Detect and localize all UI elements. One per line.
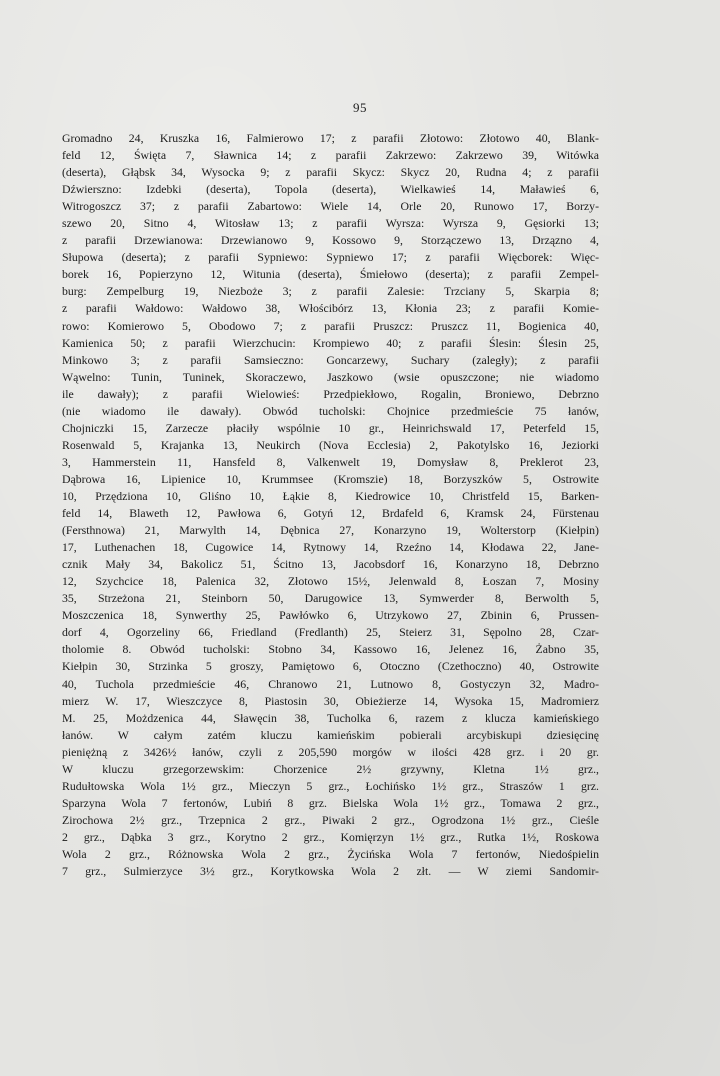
text-line: Rudułtowska Wola 1½ grz., Mieczyn 5 grz., Łochińsko 1½ grz., Straszów 1 grz. bbox=[62, 778, 599, 793]
text-line: Słupowa (deserta); z parafii Sypniewo: Sypniewo 17; z parafii Więcborek: Więc- bbox=[62, 250, 599, 265]
text-line: mierz W. 17, Wieszczyce 8, Piastosin 30, Obieżierze 14, Wysoka 15, Madromierz bbox=[62, 693, 599, 708]
text-line: (Fersthnowa) 21, Marwylth 14, Dębnica 27, Konarzyno 19, Wolterstorp (Kiełpin) bbox=[62, 523, 599, 538]
text-line: dorf 4, Ogorzeliny 66, Friedland (Fredlanth) 25, Steierz 31, Sępolno 28, Czar- bbox=[62, 625, 599, 640]
text-line: Dźwierszno: Izdebki (deserta), Topola (deserta), Wielkawieś 14, Maławieś 6, bbox=[62, 182, 599, 197]
text-line: W kluczu grzegorzewskim: Chorzenice 2½ grzywny, Kletna 1½ grz., bbox=[62, 761, 599, 776]
page-number: 95 bbox=[353, 100, 367, 115]
text-line: Minkowo 3; z parafii Samsieczno: Goncarzewy, Suchary (zaległy); z parafii bbox=[62, 352, 599, 367]
text-line: 12, Szychcice 18, Palenica 32, Złotowo 15½, Jelenwald 8, Łoszan 7, Mosiny bbox=[62, 574, 599, 589]
text-line: burg: Zempelburg 19, Niezboże 3; z parafii Zalesie: Trzciany 5, Skarpia 8; bbox=[62, 284, 599, 299]
text-line: feld 12, Święta 7, Sławnica 14; z parafii Zakrzewo: Zakrzewo 39, Witówka bbox=[62, 148, 599, 163]
text-line: borek 16, Popierzyno 12, Witunia (deserta), Śmiełowo (deserta); z parafii Zempel- bbox=[62, 267, 599, 282]
text-line: feld 14, Blaweth 12, Pawłowa 6, Gotyń 12, Brdafeld 6, Kramsk 24, Fürstenau bbox=[62, 506, 599, 521]
text-line: 3, Hammerstein 11, Hansfeld 8, Valkenwelt 19, Domysław 8, Preklerot 23, bbox=[62, 454, 599, 469]
text-line: Kiełpin 30, Strzinka 5 groszy, Pamiętowo 6, Otoczno (Czethoczno) 40, Ostrowite bbox=[62, 659, 599, 674]
body-text bbox=[62, 130, 599, 880]
text-line: ile dawały); z parafii Wielowieś: Przedpiekłowo, Rogalin, Broniewo, Debrzno bbox=[62, 386, 599, 401]
text-line: Rosenwald 5, Krajanka 13, Neukirch (Nova Ecclesia) 2, Pakotylsko 16, Jeziorki bbox=[62, 437, 599, 452]
text-line: łanów. W całym zatém kluczu kamieńskim pobierali arcybiskupi dziesięcinę bbox=[62, 727, 599, 742]
text-line: Sparzyna Wola 7 fertonów, Lubiń 8 grz. Bielska Wola 1½ grz., Tomawa 2 grz., bbox=[62, 795, 599, 810]
text-line: rowo: Komierowo 5, Obodowo 7; z parafii Pruszcz: Pruszcz 11, Bogienica 40, bbox=[62, 318, 599, 333]
text-line: (deserta), Głąbsk 34, Wysocka 9; z parafii Skycz: Skycz 20, Rudna 4; z parafii bbox=[62, 165, 599, 180]
text-line: 2 grz., Dąbka 3 grz., Korytno 2 grz., Komięrzyn 1½ grz., Rutka 1½, Roskowa bbox=[62, 829, 599, 844]
text-line: z parafii Drzewianowa: Drzewianowo 9, Kossowo 9, Storzączewo 13, Drzązno 4, bbox=[62, 233, 599, 248]
text-line: Zirochowa 2½ grz., Trzepnica 2 grz., Piwaki 2 grz., Ogrodzona 1½ grz., Cieśle bbox=[62, 812, 599, 827]
text-line: szewo 20, Sitno 4, Witosław 13; z parafii Wyrsza: Wyrsza 9, Gęsiorki 13; bbox=[62, 216, 599, 231]
text-line: 7 grz., Sulmierzyce 3½ grz., Korytkowska Wola 2 złt. — W ziemi Sandomir- bbox=[62, 864, 599, 879]
text-line: Wola 2 grz., Różnowska Wola 2 grz., Życińska Wola 7 fertonów, Niedośpielin bbox=[62, 846, 599, 861]
text-line: Kamienica 50; z parafii Wierzchucin: Krompiewo 40; z parafii Ślesin: Ślesin 25, bbox=[62, 335, 599, 350]
text-line: M. 25, Możdzenica 44, Sławęcin 38, Tucholka 6, razem z klucza kamieńskiego bbox=[62, 710, 599, 725]
text-line: tholomie 8. Obwód tucholski: Stobno 34, Kassowo 16, Jelenez 16, Żabno 35, bbox=[62, 642, 599, 657]
text-line: Witrogoszcz 37; z parafii Zabartowo: Wiele 14, Orle 20, Runowo 17, Borzy- bbox=[62, 199, 599, 214]
text-line: Wąwelno: Tunin, Tuninek, Skoraczewo, Jaszkowo (wsie opuszczone; nie wiadomo bbox=[62, 369, 599, 384]
text-line: 35, Strzeżona 21, Steinborn 50, Darugowice 13, Symwerder 8, Berwolth 5, bbox=[62, 591, 599, 606]
text-line: cznik Mały 34, Bakolicz 51, Ścitno 13, Jacobsdorf 16, Konarzyno 18, Debrzno bbox=[62, 557, 599, 572]
text-line: Gromadno 24, Kruszka 16, Falmierowo 17; z parafii Złotowo: Złotowo 40, Blank- bbox=[62, 131, 599, 145]
text-line: 17, Luthenachen 18, Cugowice 14, Rytnowy 14, Rzeźno 14, Kłodawa 22, Jane- bbox=[62, 540, 599, 555]
text-line: Dąbrowa 16, Lipienice 10, Krummsee (Kromszie) 18, Borzyszków 5, Ostrowite bbox=[62, 471, 599, 486]
text-line: Chojniczki 15, Zarzecze płaciły wspólnie 10 gr., Heinrichswald 17, Peterfeld 15, bbox=[62, 420, 599, 435]
text-line: Moszczenica 18, Synwerthy 25, Pawłówko 6, Utrzykowo 27, Zbinin 6, Prussen- bbox=[62, 608, 599, 623]
text-line: 40, Tuchola przedmieście 46, Chranowo 21, Lutnowo 8, Gostyczyn 32, Madro- bbox=[62, 676, 599, 691]
text-line: (nie wiadomo ile dawały). Obwód tucholski: Chojnice przedmieście 75 łanów, bbox=[62, 403, 599, 418]
text-line: z parafii Wałdowo: Wałdowo 38, Włościbórz 13, Kłonia 23; z parafii Komie- bbox=[62, 301, 599, 316]
text-line: 10, Przędziona 10, Gliśno 10, Łąkie 8, Kiedrowice 10, Christfeld 15, Barken- bbox=[62, 488, 599, 503]
text-line: pieniężną z 3426½ łanów, czyli z 205,590 morgów w ilości 428 grz. i 20 gr. bbox=[62, 744, 599, 759]
